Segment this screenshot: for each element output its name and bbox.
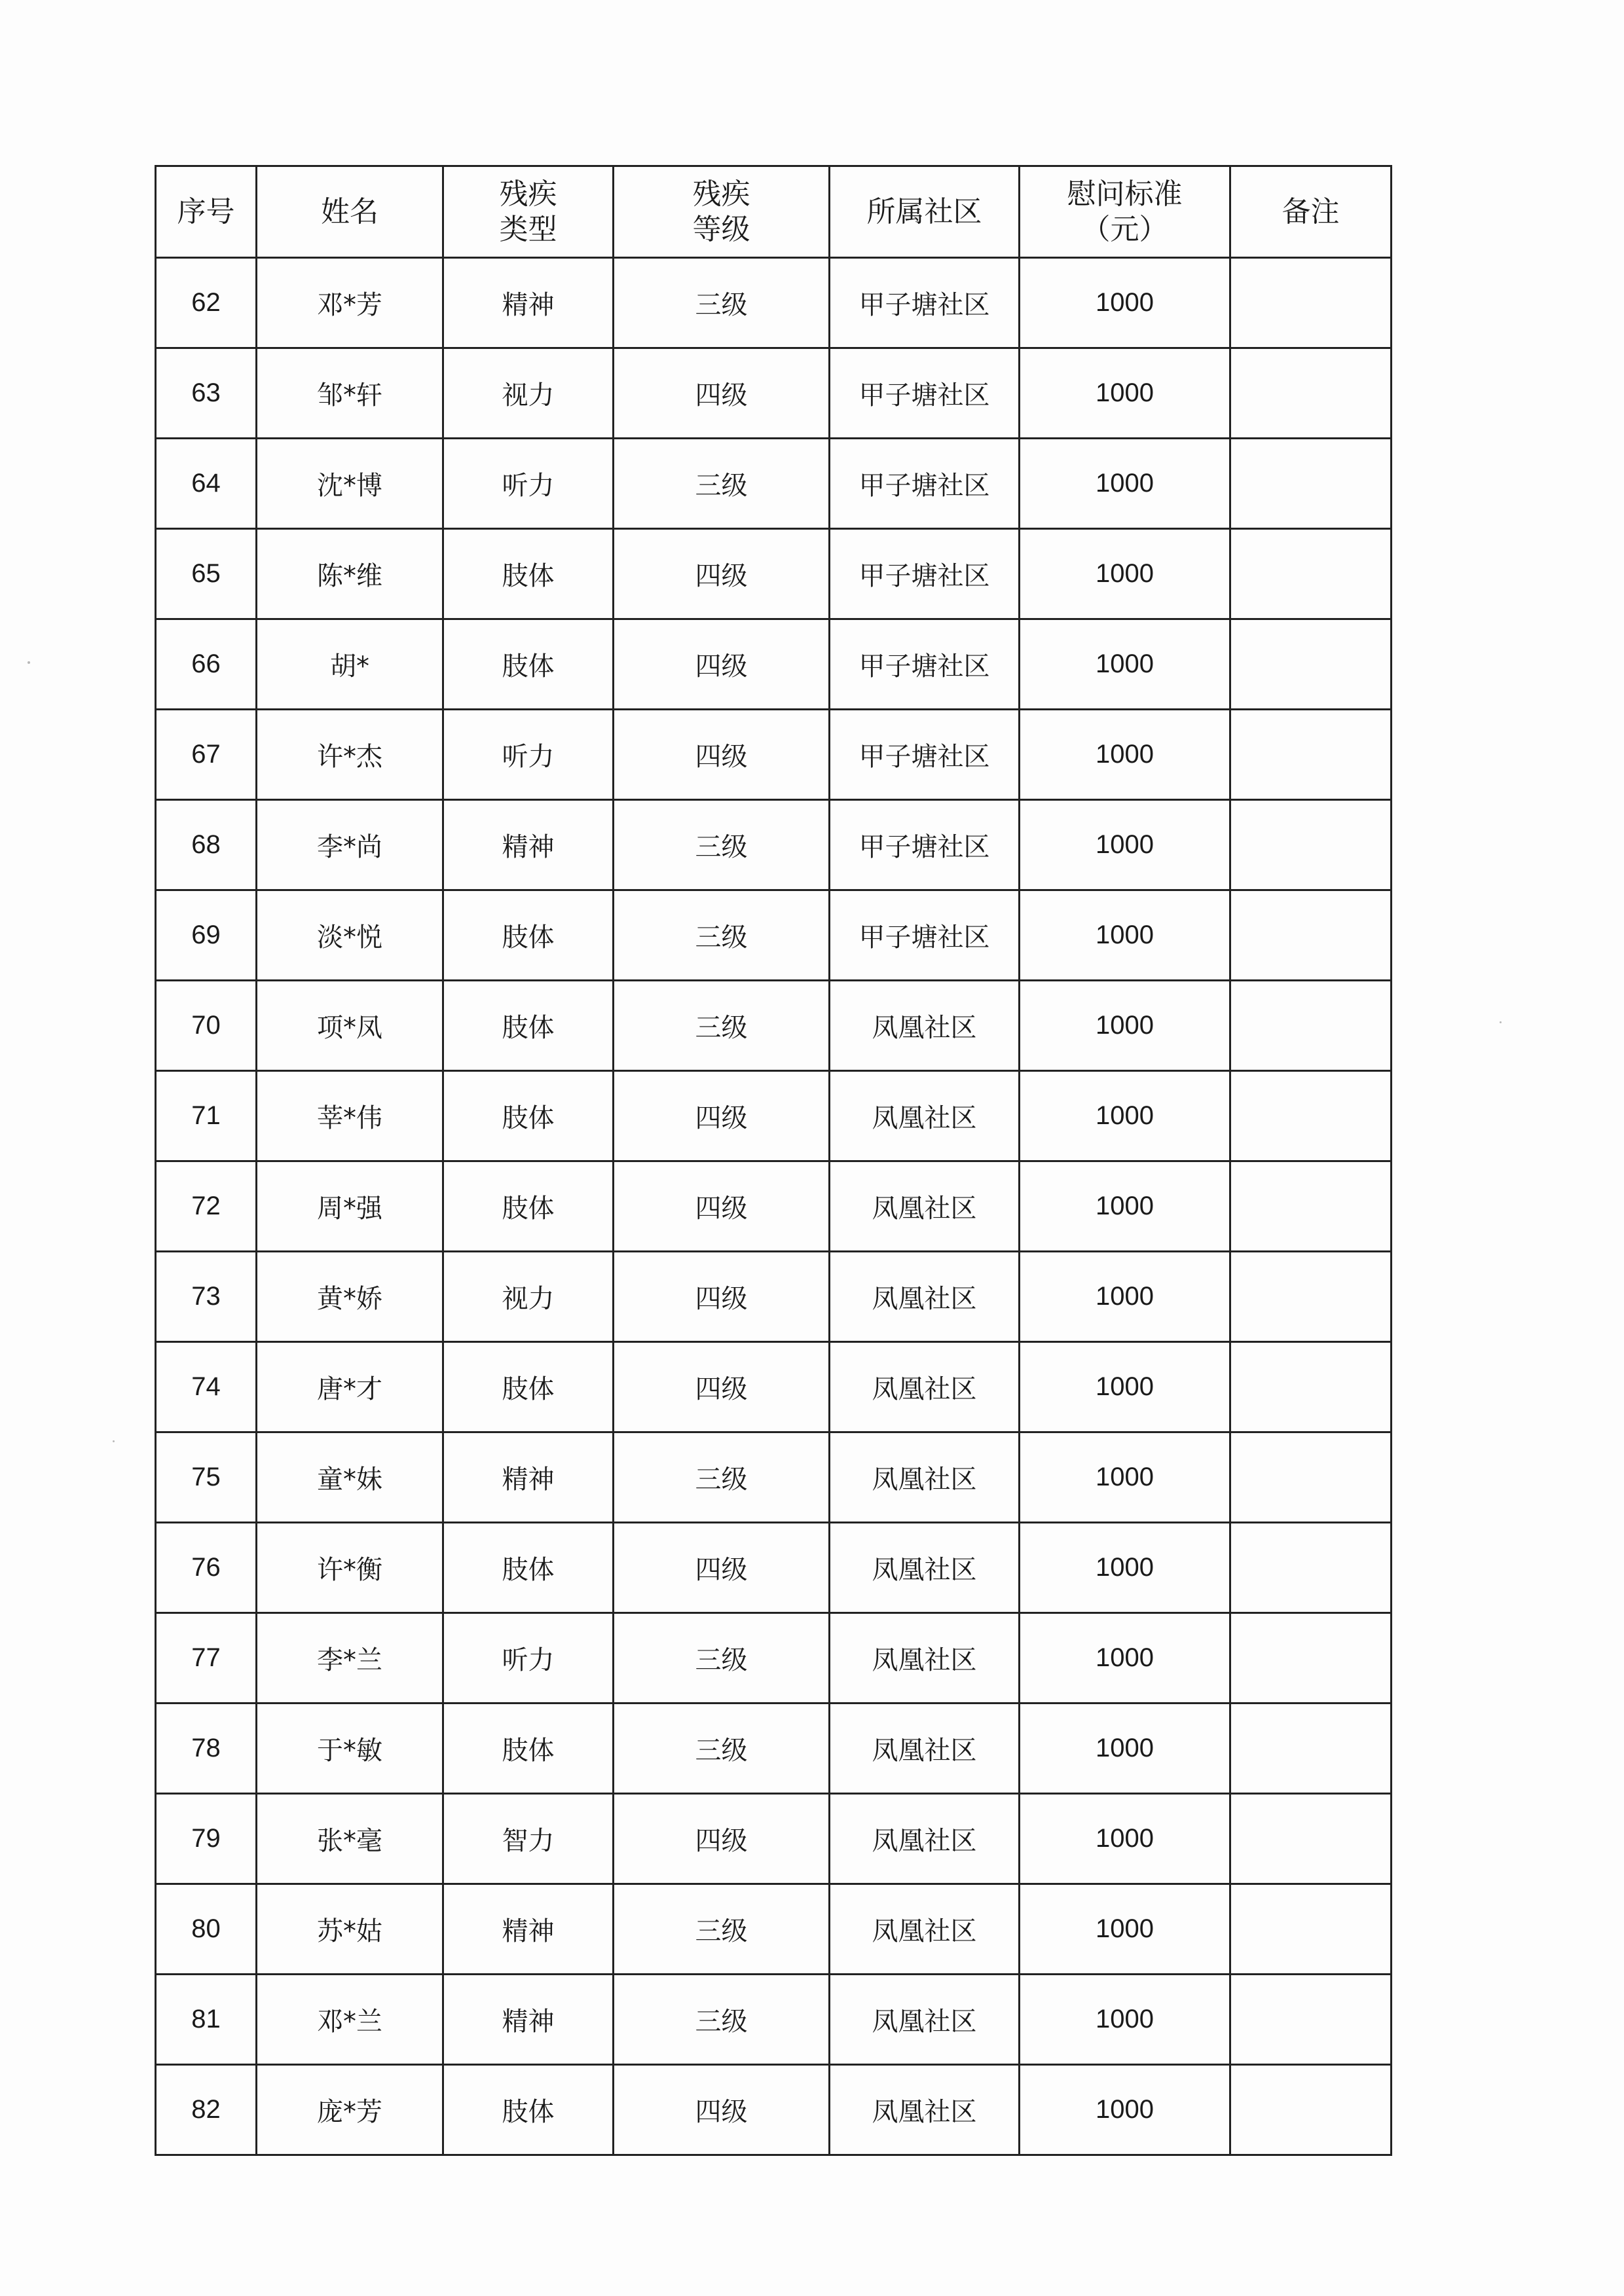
cell-name: 黄*娇 xyxy=(257,1252,443,1342)
cell-standard: 1000 xyxy=(1020,1613,1230,1704)
cell-seq: 63 xyxy=(156,348,257,439)
cell-community: 甲子塘社区 xyxy=(830,800,1020,890)
cell-type: 精神 xyxy=(443,1975,614,2065)
cell-name: 莘*伟 xyxy=(257,1071,443,1161)
cell-type: 肢体 xyxy=(443,1342,614,1432)
cell-standard: 1000 xyxy=(1020,1432,1230,1523)
cell-standard: 1000 xyxy=(1020,529,1230,619)
table-row xyxy=(156,1613,1392,1704)
cell-level: 三级 xyxy=(614,800,830,890)
cell-type: 肢体 xyxy=(443,1523,614,1613)
header-disability-type-line1: 残疾 xyxy=(499,177,557,211)
cell-level: 三级 xyxy=(614,439,830,529)
cell-type: 肢体 xyxy=(443,1161,614,1252)
cell-type: 精神 xyxy=(443,800,614,890)
cell-community: 凤凰社区 xyxy=(830,1161,1020,1252)
table-row xyxy=(156,2065,1392,2155)
table-row xyxy=(156,1161,1392,1252)
cell-type: 听力 xyxy=(443,1613,614,1704)
cell-community: 凤凰社区 xyxy=(830,1342,1020,1432)
cell-seq: 81 xyxy=(156,1975,257,2065)
cell-standard: 1000 xyxy=(1020,890,1230,981)
cell-type: 肢体 xyxy=(443,1071,614,1161)
cell-type: 听力 xyxy=(443,710,614,800)
cell-standard: 1000 xyxy=(1020,981,1230,1071)
cell-name: 于*敏 xyxy=(257,1704,443,1794)
cell-seq: 76 xyxy=(156,1523,257,1613)
cell-community: 甲子塘社区 xyxy=(830,348,1020,439)
table-row xyxy=(156,619,1392,710)
cell-level: 四级 xyxy=(614,1252,830,1342)
table-row xyxy=(156,890,1392,981)
table-row xyxy=(156,1523,1392,1613)
cell-name: 邹*轩 xyxy=(257,348,443,439)
cell-name: 邓*兰 xyxy=(257,1975,443,2065)
cell-note xyxy=(1230,1613,1392,1704)
cell-standard: 1000 xyxy=(1020,1342,1230,1432)
cell-standard: 1000 xyxy=(1020,1794,1230,1884)
cell-type: 视力 xyxy=(443,348,614,439)
cell-name: 沈*博 xyxy=(257,439,443,529)
cell-level: 三级 xyxy=(614,981,830,1071)
cell-community: 甲子塘社区 xyxy=(830,439,1020,529)
cell-note xyxy=(1230,1794,1392,1884)
cell-note xyxy=(1230,1975,1392,2065)
header-disability-type xyxy=(443,166,614,258)
header-standard xyxy=(1020,166,1230,258)
cell-name: 童*妹 xyxy=(257,1432,443,1523)
table-row xyxy=(156,348,1392,439)
cell-level: 四级 xyxy=(614,1794,830,1884)
cell-community: 甲子塘社区 xyxy=(830,710,1020,800)
scan-speck xyxy=(28,661,30,664)
cell-seq: 73 xyxy=(156,1252,257,1342)
cell-name: 许*衡 xyxy=(257,1523,443,1613)
cell-note xyxy=(1230,258,1392,348)
cell-standard: 1000 xyxy=(1020,1071,1230,1161)
cell-standard: 1000 xyxy=(1020,1704,1230,1794)
cell-level: 四级 xyxy=(614,1071,830,1161)
table-row xyxy=(156,258,1392,348)
header-seq: 序号 xyxy=(156,166,257,258)
cell-note xyxy=(1230,439,1392,529)
scan-speck xyxy=(1500,1021,1502,1023)
cell-standard: 1000 xyxy=(1020,1975,1230,2065)
cell-community: 凤凰社区 xyxy=(830,2065,1020,2155)
cell-name: 项*凤 xyxy=(257,981,443,1071)
table-row xyxy=(156,1252,1392,1342)
cell-note xyxy=(1230,890,1392,981)
cell-community: 甲子塘社区 xyxy=(830,619,1020,710)
cell-level: 三级 xyxy=(614,890,830,981)
cell-type: 肢体 xyxy=(443,2065,614,2155)
cell-type: 精神 xyxy=(443,1432,614,1523)
cell-note xyxy=(1230,981,1392,1071)
cell-standard: 1000 xyxy=(1020,1161,1230,1252)
cell-seq: 80 xyxy=(156,1884,257,1975)
cell-community: 甲子塘社区 xyxy=(830,529,1020,619)
cell-level: 三级 xyxy=(614,1884,830,1975)
cell-seq: 77 xyxy=(156,1613,257,1704)
cell-type: 精神 xyxy=(443,1884,614,1975)
cell-community: 凤凰社区 xyxy=(830,1975,1020,2065)
cell-name: 唐*才 xyxy=(257,1342,443,1432)
cell-community: 凤凰社区 xyxy=(830,1884,1020,1975)
header-community: 所属社区 xyxy=(830,166,1020,258)
table-row xyxy=(156,710,1392,800)
cell-seq: 62 xyxy=(156,258,257,348)
table-row xyxy=(156,1884,1392,1975)
cell-seq: 78 xyxy=(156,1704,257,1794)
cell-community: 凤凰社区 xyxy=(830,981,1020,1071)
cell-seq: 82 xyxy=(156,2065,257,2155)
cell-level: 四级 xyxy=(614,1523,830,1613)
cell-note xyxy=(1230,710,1392,800)
subsidy-roster-table xyxy=(155,165,1392,2156)
header-name: 姓名 xyxy=(257,166,443,258)
cell-level: 三级 xyxy=(614,1704,830,1794)
cell-standard: 1000 xyxy=(1020,258,1230,348)
table-row xyxy=(156,529,1392,619)
cell-level: 四级 xyxy=(614,710,830,800)
cell-level: 四级 xyxy=(614,2065,830,2155)
header-standard-line2: （元） xyxy=(1081,212,1168,246)
cell-community: 凤凰社区 xyxy=(830,1794,1020,1884)
cell-standard: 1000 xyxy=(1020,2065,1230,2155)
cell-level: 四级 xyxy=(614,1161,830,1252)
cell-note xyxy=(1230,800,1392,890)
cell-note xyxy=(1230,1432,1392,1523)
cell-standard: 1000 xyxy=(1020,619,1230,710)
cell-standard: 1000 xyxy=(1020,439,1230,529)
cell-seq: 70 xyxy=(156,981,257,1071)
header-disability-level-line1: 残疾 xyxy=(692,177,750,211)
cell-name: 张*毫 xyxy=(257,1794,443,1884)
table-row xyxy=(156,1794,1392,1884)
cell-note xyxy=(1230,2065,1392,2155)
cell-note xyxy=(1230,1884,1392,1975)
table-row xyxy=(156,1342,1392,1432)
header-note: 备注 xyxy=(1230,166,1392,258)
table-header xyxy=(156,166,1392,258)
cell-standard: 1000 xyxy=(1020,348,1230,439)
cell-community: 甲子塘社区 xyxy=(830,258,1020,348)
cell-note xyxy=(1230,619,1392,710)
cell-seq: 68 xyxy=(156,800,257,890)
cell-name: 李*尚 xyxy=(257,800,443,890)
cell-standard: 1000 xyxy=(1020,1252,1230,1342)
cell-note xyxy=(1230,348,1392,439)
cell-type: 智力 xyxy=(443,1794,614,1884)
table-row xyxy=(156,800,1392,890)
cell-seq: 72 xyxy=(156,1161,257,1252)
cell-seq: 79 xyxy=(156,1794,257,1884)
cell-seq: 71 xyxy=(156,1071,257,1161)
header-disability-type-line2: 类型 xyxy=(499,212,557,246)
cell-name: 淡*悦 xyxy=(257,890,443,981)
cell-seq: 65 xyxy=(156,529,257,619)
header-standard-line1: 慰问标准 xyxy=(1067,177,1183,211)
cell-level: 三级 xyxy=(614,1975,830,2065)
cell-standard: 1000 xyxy=(1020,710,1230,800)
table-row xyxy=(156,1975,1392,2065)
cell-standard: 1000 xyxy=(1020,1523,1230,1613)
cell-name: 周*强 xyxy=(257,1161,443,1252)
cell-seq: 75 xyxy=(156,1432,257,1523)
cell-name: 陈*维 xyxy=(257,529,443,619)
cell-type: 肢体 xyxy=(443,619,614,710)
table-row xyxy=(156,981,1392,1071)
cell-level: 三级 xyxy=(614,258,830,348)
cell-note xyxy=(1230,1252,1392,1342)
cell-name: 庞*芳 xyxy=(257,2065,443,2155)
cell-seq: 66 xyxy=(156,619,257,710)
cell-standard: 1000 xyxy=(1020,1884,1230,1975)
table-row xyxy=(156,1071,1392,1161)
cell-community: 凤凰社区 xyxy=(830,1704,1020,1794)
cell-level: 四级 xyxy=(614,529,830,619)
cell-seq: 74 xyxy=(156,1342,257,1432)
cell-standard: 1000 xyxy=(1020,800,1230,890)
cell-community: 凤凰社区 xyxy=(830,1252,1020,1342)
cell-note xyxy=(1230,1342,1392,1432)
table-row xyxy=(156,1704,1392,1794)
scan-speck xyxy=(113,1440,115,1442)
cell-note xyxy=(1230,529,1392,619)
cell-community: 凤凰社区 xyxy=(830,1613,1020,1704)
cell-type: 精神 xyxy=(443,258,614,348)
header-disability-level xyxy=(614,166,830,258)
cell-level: 三级 xyxy=(614,1432,830,1523)
cell-name: 李*兰 xyxy=(257,1613,443,1704)
table-row xyxy=(156,1432,1392,1523)
table-row xyxy=(156,439,1392,529)
cell-level: 四级 xyxy=(614,619,830,710)
cell-note xyxy=(1230,1071,1392,1161)
cell-community: 凤凰社区 xyxy=(830,1523,1020,1613)
cell-type: 听力 xyxy=(443,439,614,529)
cell-level: 四级 xyxy=(614,348,830,439)
header-disability-level-line2: 等级 xyxy=(692,212,750,246)
cell-type: 肢体 xyxy=(443,890,614,981)
cell-name: 苏*姑 xyxy=(257,1884,443,1975)
cell-type: 肢体 xyxy=(443,981,614,1071)
cell-level: 四级 xyxy=(614,1342,830,1432)
cell-community: 凤凰社区 xyxy=(830,1432,1020,1523)
cell-name: 邓*芳 xyxy=(257,258,443,348)
cell-note xyxy=(1230,1704,1392,1794)
table-body xyxy=(156,258,1392,2155)
cell-note xyxy=(1230,1161,1392,1252)
cell-seq: 67 xyxy=(156,710,257,800)
cell-community: 凤凰社区 xyxy=(830,1071,1020,1161)
cell-type: 肢体 xyxy=(443,529,614,619)
header-row xyxy=(156,166,1392,258)
cell-note xyxy=(1230,1523,1392,1613)
cell-seq: 64 xyxy=(156,439,257,529)
cell-type: 视力 xyxy=(443,1252,614,1342)
cell-name: 许*杰 xyxy=(257,710,443,800)
cell-community: 甲子塘社区 xyxy=(830,890,1020,981)
cell-type: 肢体 xyxy=(443,1704,614,1794)
cell-seq: 69 xyxy=(156,890,257,981)
cell-name: 胡* xyxy=(257,619,443,710)
cell-level: 三级 xyxy=(614,1613,830,1704)
